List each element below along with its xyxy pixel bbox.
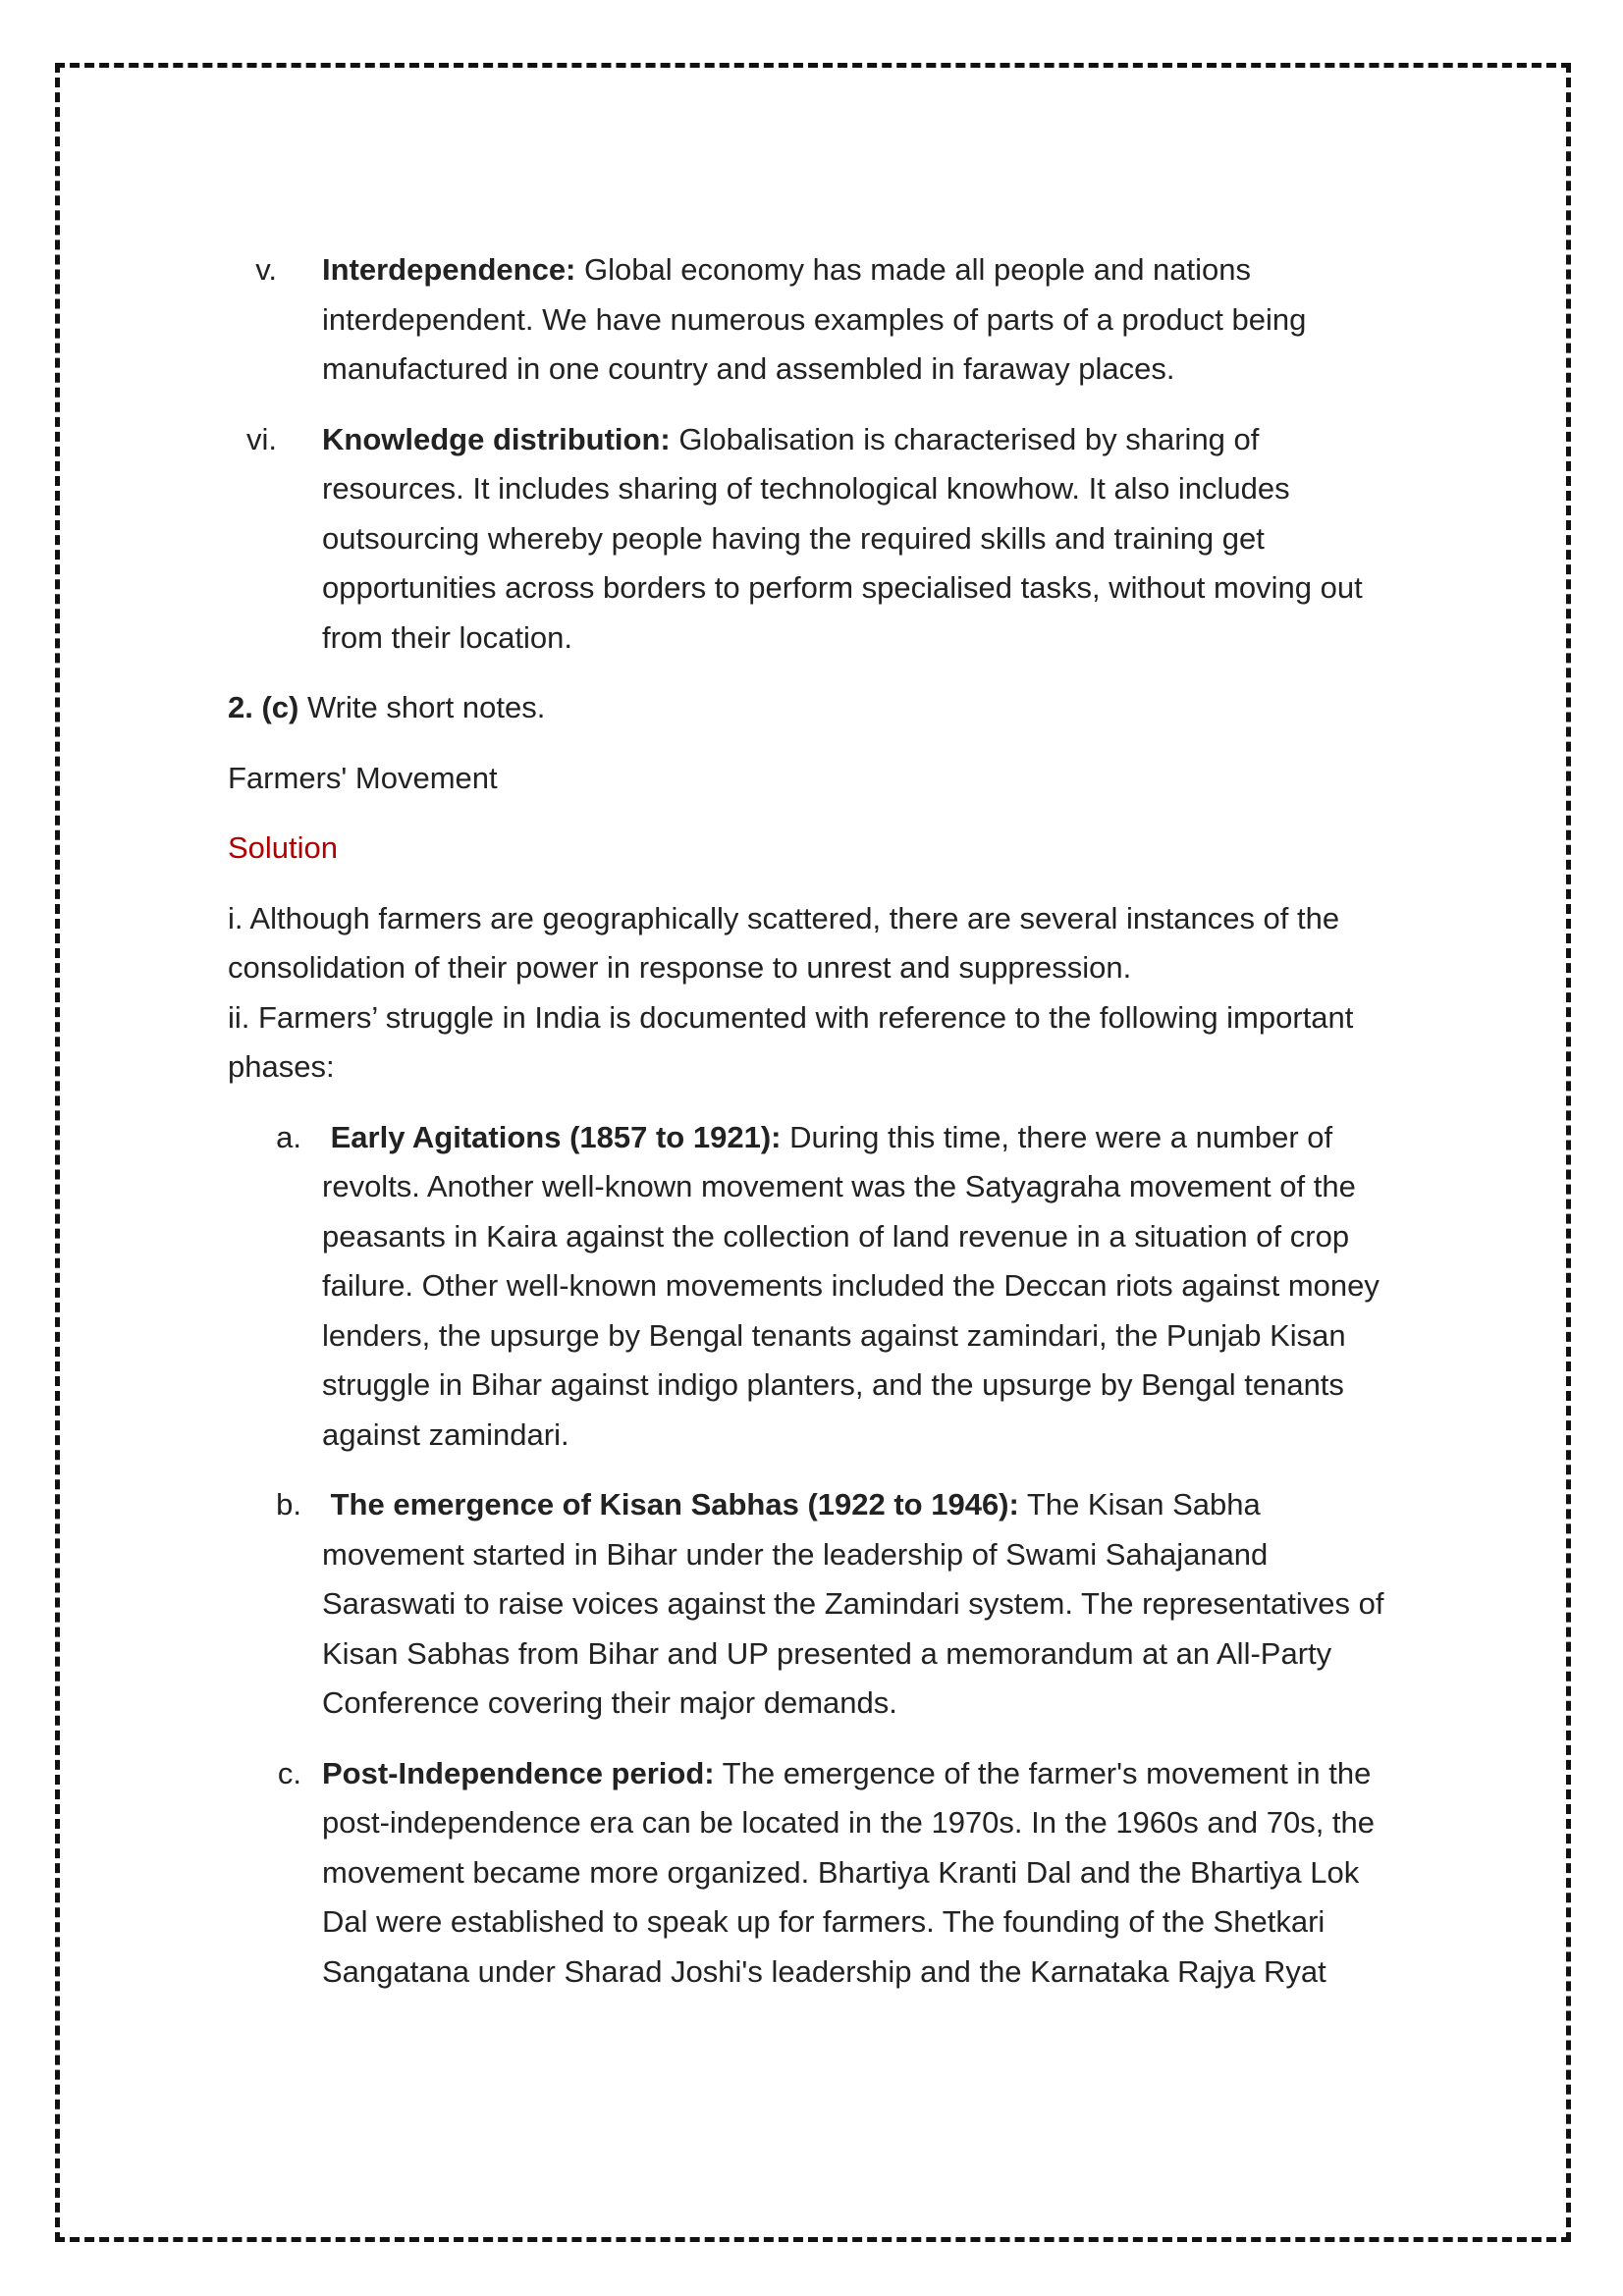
list-item: [228, 1480, 1406, 1729]
list-text: The Kisan Sabha movement started in Bihar under the leadership of Swami Sahajanand Saraswati to raise voices against the Zamindari system. The representatives of Kisan Sabhas from Bihar and UP presented a memorandum at an All-Party Conference covering their major demands.: [322, 1487, 1384, 1720]
list-marker: c.: [277, 1755, 301, 1790]
list-text: During this time, there were a number of revolts. Another well-known movement was the Satyagraha movement of the peasants in Kaira against the collection of land revenue in a situation of crop failure. Other well-known movements included the Deccan riots against money lenders, the upsurge by Bengal tenants against zamindari, the Punjab Kisan struggle in Bihar against indigo planters, and the upsurge by Bengal tenants against zamindari.: [322, 1119, 1380, 1452]
list-term: Knowledge distribution:: [322, 421, 671, 456]
list-term: Interdependence:: [322, 252, 576, 287]
list-marker: a.: [276, 1119, 301, 1154]
roman-list: [228, 245, 1406, 663]
list-marker: v.: [255, 252, 277, 287]
alpha-list: [228, 1113, 1406, 1998]
question-text: Write short notes.: [298, 690, 546, 724]
list-text: Globalisation is characterised by sharing of resources. It includes sharing of technological knowhow. It also includes outsourcing whereby people having the required skills and training get opportunities across borders to perform specialised tasks, without moving out from their location.: [322, 421, 1363, 655]
paragraph-2: ii. Farmers’ struggle in India is documented with reference to the following important phases:: [228, 999, 1354, 1084]
paragraph-1: i. Although farmers are geographically scattered, there are several instances of the consolidation of their power in response to unrest and suppression.: [228, 900, 1340, 985]
list-item: [228, 1113, 1406, 1461]
list-item: [228, 415, 1406, 664]
list-term: The emergence of Kisan Sabhas (1922 to 1946):: [330, 1487, 1019, 1522]
document-body: [228, 245, 1406, 2017]
list-term: Early Agitations (1857 to 1921):: [330, 1119, 782, 1154]
solution-intro: [228, 894, 1406, 1093]
list-text: Global economy has made all people and nations interdependent. We have numerous examples of parts of a product being manufactured in one country and assembled in faraway places.: [322, 252, 1307, 386]
topic-title: Farmers' Movement: [228, 760, 498, 795]
list-text: The emergence of the farmer's movement in the post-independence era can be located in the 1970s. In the 1960s and 70s, the movement became more organized. Bhartiya Kranti Dal and the Bhartiya Lok Dal were established to speak up for farmers. The founding of the Shetkari Sangatana under Sharad Joshi's leadership and the Karnataka Rajya Ryat: [322, 1755, 1376, 1989]
question-number: 2. (c): [228, 690, 299, 724]
list-marker: vi.: [246, 421, 277, 456]
list-item: [228, 1749, 1406, 1998]
list-term: Post-Independence period:: [322, 1755, 715, 1790]
solution-heading: Solution: [228, 830, 339, 865]
list-marker: b.: [276, 1487, 301, 1522]
list-item: [228, 245, 1406, 395]
question-line: [228, 683, 1406, 733]
